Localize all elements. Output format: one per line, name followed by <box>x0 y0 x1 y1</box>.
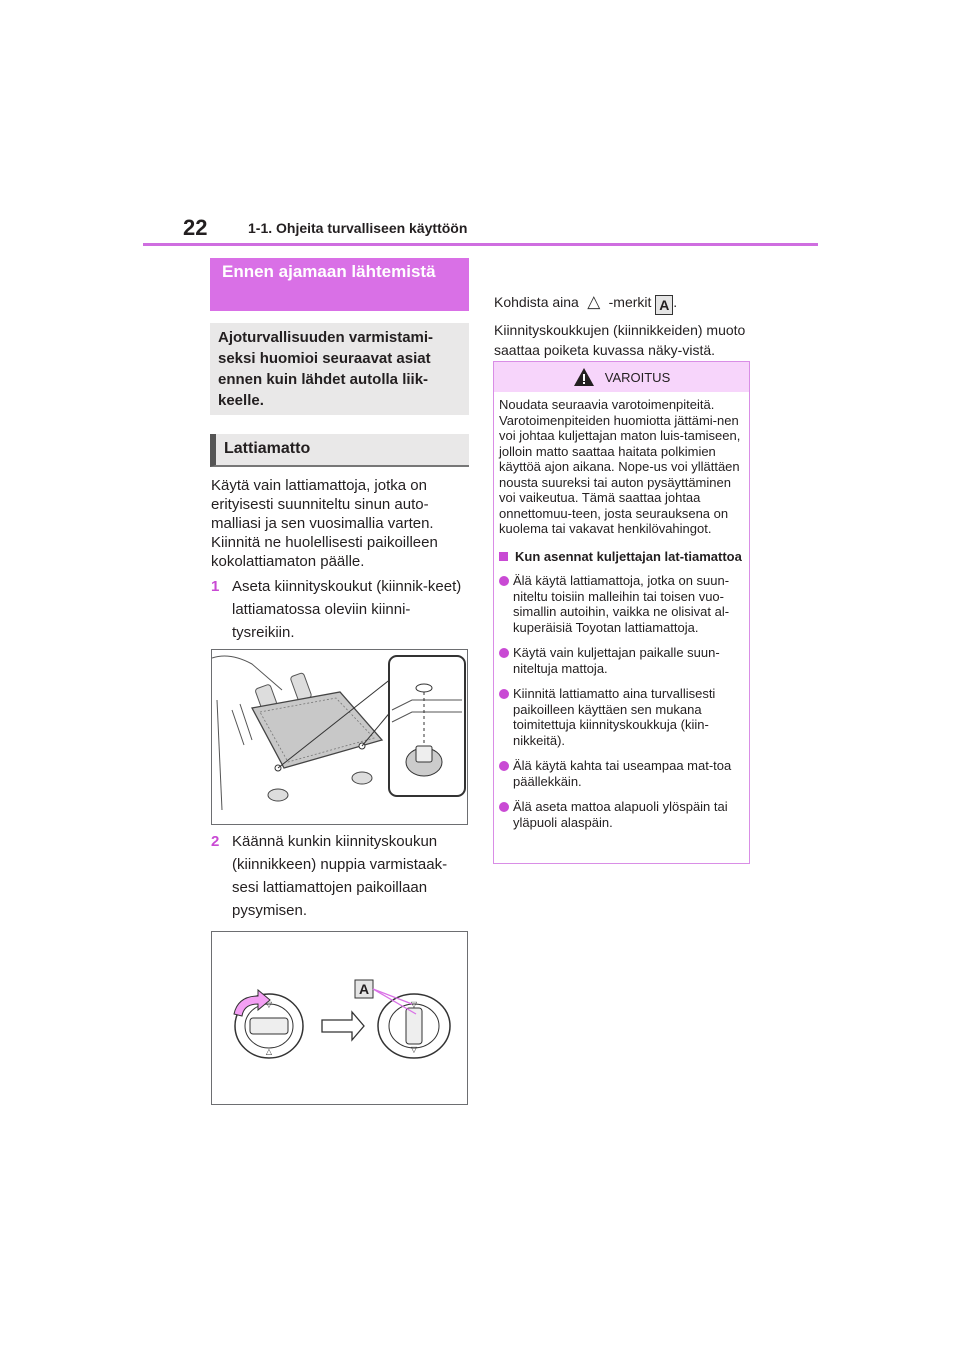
warning-item <box>499 573 744 635</box>
label-a-box: A <box>655 295 673 315</box>
floor-mat-illustration <box>212 650 467 824</box>
warning-body <box>494 392 749 845</box>
figure-label-a: A <box>358 981 370 997</box>
square-bullet-icon <box>499 552 508 561</box>
step-number: 2 <box>211 833 220 850</box>
bullet-dot-icon <box>499 576 509 586</box>
warning-item <box>499 758 744 789</box>
intro-box: Ajoturvallisuuden varmistami-seksi huomioi seuraavat asiat ennen kuin lähdet autolla liik-keelle. <box>210 323 469 415</box>
warning-item-text: Käytä vain kuljettajan paikalle suun-niteltuja mattoja. <box>513 645 720 676</box>
warning-title: VAROITUS <box>604 369 671 385</box>
svg-text:▽: ▽ <box>265 1000 273 1009</box>
warning-box <box>493 361 750 864</box>
bullet-dot-icon <box>499 689 509 699</box>
warning-item-text: Älä käytä lattiamattoja, jotka on suun-niteltu toisiin malleihin tai toisen vuo-simallin autoihin, vaikka ne olisivat al-kuperäisiä Toyotan lattiamattoja. <box>513 573 730 635</box>
figure-floor-mat <box>211 649 468 825</box>
figure-hook-turn <box>211 931 468 1105</box>
warning-item <box>499 686 744 748</box>
step-number: 1 <box>211 578 220 595</box>
svg-text:▽: ▽ <box>410 1000 418 1009</box>
subheading-floor-mat: Lattiamatto <box>210 434 469 467</box>
warning-item-text: Älä aseta mattoa alapuoli ylöspäin tai yläpuoli alaspäin. <box>513 799 728 830</box>
bullet-dot-icon <box>499 761 509 771</box>
warning-item-text: Älä käytä kahta tai useampaa mat-toa päällekkäin. <box>513 758 732 789</box>
align-text-before: Kohdista aina <box>494 294 579 310</box>
warning-item <box>499 645 744 676</box>
hook-turn-illustration <box>212 932 467 1104</box>
section-title: Ennen ajamaan lähtemistä <box>210 258 469 311</box>
bullet-dot-icon <box>499 648 509 658</box>
warning-item-text: Kiinnitä lattiamatto aina turvallisesti paikoilleen käyttäen sen mukana toimitettuja kiinnityskoukkuja (kiin-nikkeitä). <box>513 686 716 748</box>
triangle-mark-icon: △ <box>587 292 601 311</box>
step-text: Aseta kiinnityskoukut (kiinnik-keet) lattiamatossa oleviin kiinni-tysreikiin. <box>232 578 462 641</box>
warning-paragraph: Noudata seuraavia varotoimenpiteitä. Varotoimenpiteiden huomiotta jättämi-nen voi johtaa kuljettajan maton luis-tamiseen, jolloin matto saattaa haitata polkimien käyttöä ajon aikana. Nope-us voi yllättäen nousta suureksi tai auton pysäyttäminen voi vaikeutua. Tämä saattaa johtaa onnettomuu-teen, josta seurauksena on kuolema tai vakavat henkilövahingot. <box>499 397 741 536</box>
page-number: 22 <box>183 215 208 240</box>
body-paragraph: Käytä vain lattiamattoja, jotka on erityisesti suunniteltu sinun auto-malliasi ja sen vuosimallia varten. Kiinnitä ne huolellisesti paikoilleen kokolattiamaton päälle. <box>211 477 438 570</box>
step-1 <box>211 575 469 644</box>
warning-item <box>499 799 744 830</box>
align-text-after: -merkit <box>608 294 652 310</box>
warning-header <box>494 362 749 392</box>
step-2 <box>211 830 469 922</box>
warning-subheading-text: Kun asennat kuljettajan lat-tiamattoa <box>515 548 742 564</box>
header-title: 1-1. Ohjeita turvalliseen käyttöön <box>248 220 468 236</box>
shape-note: Kiinnityskoukkujen (kiinnikkeiden) muoto saattaa poiketa kuvassa näky-vistä. <box>494 322 746 358</box>
step-text: Käännä kunkin kiinnityskoukun (kiinnikkeen) nuppia varmistaak-sesi lattiamattojen paikoillaan pysymisen. <box>232 833 448 919</box>
align-instruction <box>494 292 750 315</box>
bullet-dot-icon <box>499 802 509 812</box>
align-period: . <box>673 294 678 310</box>
svg-text:▽: ▽ <box>410 1045 418 1054</box>
warning-subheading <box>499 549 744 565</box>
warning-triangle-icon <box>573 367 595 387</box>
header-rule <box>143 243 818 246</box>
svg-text:△: △ <box>265 1047 273 1056</box>
